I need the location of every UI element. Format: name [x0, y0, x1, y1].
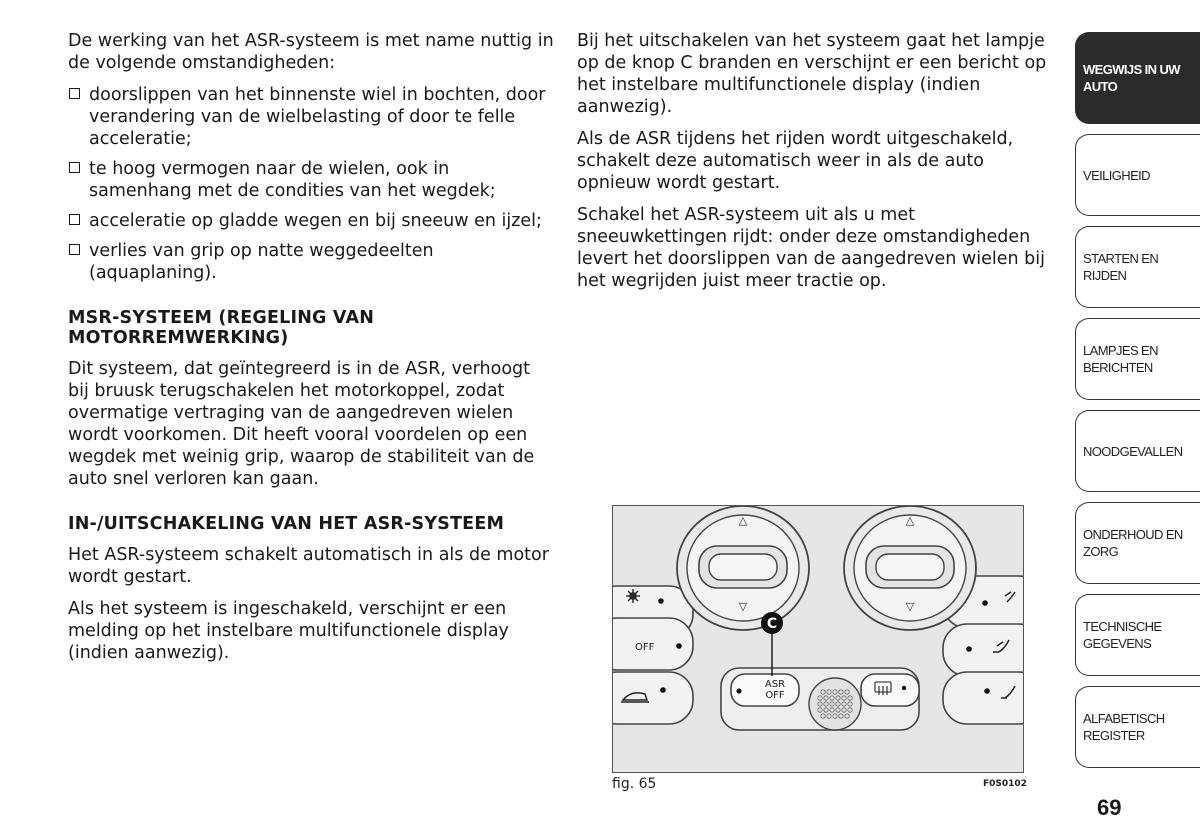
checkbox-bullet-icon — [69, 244, 80, 255]
fan-led-icon — [658, 598, 664, 604]
right-column — [577, 30, 1055, 302]
tab-lampjes-en-berichten[interactable]: LAMPJES EN BERICHTEN — [1075, 318, 1200, 400]
left-vent-down-arrow-icon: ▽ — [738, 600, 748, 613]
right-paragraph-3: Schakel het ASR-systeem uit als u met sneeuwkettingen rijdt: onder deze omstandigheden levert het doorslippen van de aangedreven wielen bij het wegrijden juist meer tractie op. — [577, 205, 1045, 291]
list-item: verlies van grip op natte weggedeelten (aquaplaning). — [68, 240, 554, 284]
figure-code: F0S0102 — [983, 779, 1027, 789]
left-vent-up-arrow-icon: △ — [738, 514, 748, 527]
speaker-grille — [809, 678, 861, 730]
msr-paragraph: Dit systeem, dat geïntegreerd is in de ASR, verhoogt bij bruusk terugschakelen het motorkoppel, zodat overmatige vertraging van de aangedreven wielen wordt voorkomen. Dit heeft vooral voordelen op een wegdek met weinig grip, waarop de stabiliteit van de auto snel verloren kan gaan. — [68, 359, 535, 489]
checkbox-bullet-icon — [69, 88, 80, 99]
air-feet-face-led-icon — [966, 646, 972, 652]
conditions-list — [68, 84, 554, 284]
checkbox-bullet-icon — [69, 214, 80, 225]
tab-alfabetisch-register[interactable]: ALFABETISCH REGISTER — [1075, 686, 1200, 768]
page-number: 69 — [1097, 795, 1122, 820]
left-column — [68, 30, 554, 674]
tab-noodgevallen[interactable]: NOODGEVALLEN — [1075, 410, 1200, 492]
right-vent-flap — [876, 554, 944, 580]
left-vent-flap — [709, 554, 777, 580]
defrost-led-icon — [902, 686, 906, 690]
right-paragraph-2: Als de ASR tijdens het rijden wordt uitgeschakeld, schakelt deze automatisch weer in als de auto opnieuw wordt gestart. — [577, 129, 1014, 193]
climate-panel-illustration — [613, 506, 1023, 772]
right-vent-up-arrow-icon: △ — [905, 514, 915, 527]
right-vent-down-arrow-icon: ▽ — [905, 600, 915, 613]
chapter-tabs — [1075, 32, 1200, 778]
checkbox-bullet-icon — [69, 162, 80, 173]
tab-technische-gegevens[interactable]: TECHNISCHE GEGEVENS — [1075, 594, 1200, 676]
air-face-led-icon — [982, 600, 988, 606]
callout-label: C — [766, 616, 778, 632]
recirculation-led-icon — [660, 687, 666, 693]
asr-led-icon — [736, 688, 741, 693]
off-label: OFF — [635, 642, 655, 653]
switch-paragraph-1: Het ASR-systeem schakelt automatisch in als de motor wordt gestart. — [68, 545, 549, 587]
tab-onderhoud-en-zorg[interactable]: ONDERHOUD EN ZORG — [1075, 502, 1200, 584]
fan-icon — [626, 589, 640, 603]
intro-paragraph: De werking van het ASR-systeem is met name nuttig in de volgende omstandigheden: — [68, 31, 554, 73]
list-item: te hoog vermogen naar de wielen, ook in samenhang met de condities van het wegdek; — [68, 158, 554, 202]
asr-label: ASR — [764, 679, 786, 690]
right-paragraph-1: Bij het uitschakelen van het systeem gaat het lampje op de knop C branden en verschijnt er een bericht op het instelbare multifunctionele display (indien aanwezig). — [577, 31, 1047, 117]
dashboard-figure — [612, 505, 1024, 773]
air-feet-face-button — [943, 624, 1023, 676]
tab-wegwijs-in-uw-auto[interactable]: WEGWIJS IN UW AUTO — [1075, 32, 1200, 124]
list-item: acceleratie op gladde wegen en bij sneeuw en ijzel; — [68, 210, 554, 232]
switch-paragraph-2: Als het systeem is ingeschakeld, verschijnt er een melding op het instelbare multifunctionele display (indien aanwezig). — [68, 599, 509, 663]
off-led-icon — [676, 643, 682, 649]
tab-veiligheid[interactable]: VEILIGHEID — [1075, 134, 1200, 216]
msr-heading: MSR-SYSTEEM (REGELING VAN MOTORREMWERKING) — [68, 308, 375, 348]
list-item: doorslippen van het binnenste wiel in bochten, door verandering van de wielbelasting of door te felle acceleratie; — [68, 84, 554, 150]
air-feet-led-icon — [984, 688, 990, 694]
asr-off-label: OFF — [765, 690, 785, 701]
switch-heading: IN-/UITSCHAKELING VAN HET ASR-SYSTEEM — [68, 514, 505, 534]
air-feet-button — [943, 672, 1023, 724]
tab-starten-en-rijden[interactable]: STARTEN EN RIJDEN — [1075, 226, 1200, 308]
rear-defrost-button — [861, 674, 919, 706]
figure-caption: fig. 65 — [612, 776, 657, 792]
